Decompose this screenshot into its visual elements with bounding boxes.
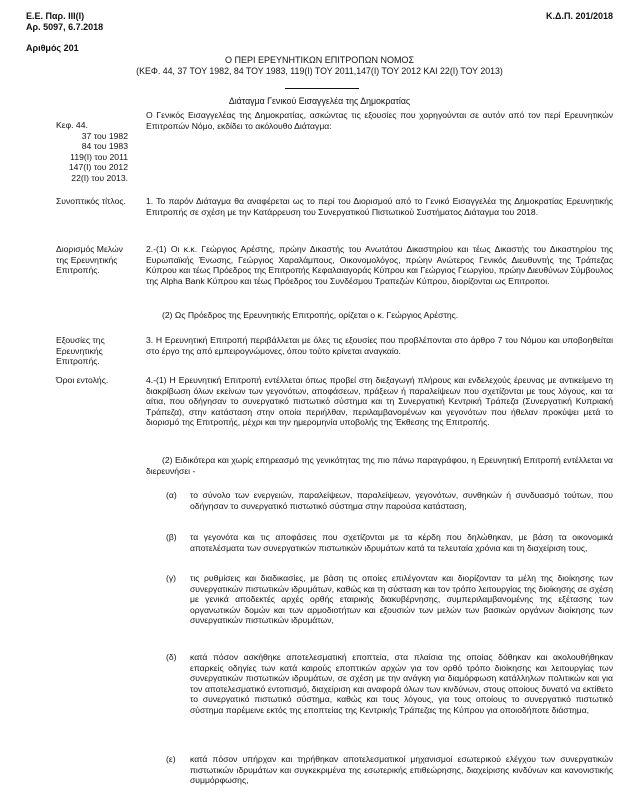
section-3-text: 3. Η Ερευνητική Επιτροπή περιβάλλεται με όλες τις εξουσίες που προβλέπονται στο άρθρο 7 του Νόμου και υποβοηθείται στο έργο της από εμπειρογνώμονες, όπου τούτο κρίνεται αναγκαίο. xyxy=(146,335,613,356)
law-title: Ο ΠΕΡΙ ΕΡΕΥΝΗΤΙΚΩΝ ΕΠΙΤΡΟΠΩΝ ΝΟΜΟΣ xyxy=(224,55,415,65)
section-2-paragraph-1: 2.-(1) Οι κ.κ. Γεώργιος Αρέστης, πρώην Δικαστής του Ανωτάτου Δικαστηρίου και τέως Δικαστής του Δικαστηρίου της Ευρωπαϊκής Ένωσης, Γεώργιος Χαραλάμπους, Οικονομολόγος, πρώην Ανώτερος Γενικός Διευθυντής της Τράπεζας Κύπρου και τέως Πρόεδρος της Επιτροπής Κεφαλαιαγοράς Κύπρου και Γεώργιος Γεωργίου, πρώην Διευθύνων Σύμβουλος της Alpha Bank Κύπρου και τέως Πρόεδρος του Συνδέσμου Τραπεζών Κύπρου, διορίζονται ως Επιτροποι. xyxy=(146,244,613,286)
item-text: τα γεγονότα και τις αποφάσεις που σχετίζονται με τα κέρδη που δηλώθηκαν, με βάση τα οικονομικά αποτελέσματα των συνεργατικών πιστωτικών ιδρυμάτων κατά τα τελευταία χρόνια και τη διαχείριση τους, xyxy=(190,532,613,553)
title-divider xyxy=(285,88,359,89)
margin-ref: 22(Ι) του 2013. xyxy=(71,172,128,183)
section-4-paragraph-2: (2) Ειδικότερα και χωρίς επηρεασμό της γενικότητας της πιο πάνω παραγράφου, η Ερευνητική Επιτροπή εντέλλεται να διερευνήσει - xyxy=(146,455,613,476)
margin-ref: 147(Ι) του 2012 xyxy=(68,162,128,173)
gazette-ref: Ε.Ε. Παρ. ΙΙΙ(Ι) xyxy=(26,11,85,21)
margin-terms: Όροι εντολής. xyxy=(56,375,109,385)
item-text: κατά πόσον υπήρχαν και τηρήθηκαν αποτελεσματικοί μηχανισμοί εσωτερικού ελέγχου των συνεργατικών πιστωτικών ιδρυμάτων και συγκεκριμένα της εσωτερικής επιθεώρησης, διαχείρισης κινδύνων και κανονιστικής συμμόρφωσης, xyxy=(190,754,613,786)
margin-short-title: Συνοπτικός τίτλος. xyxy=(56,196,126,206)
margin-ref: Κεφ. 44. xyxy=(56,120,88,130)
item-label: (ε) xyxy=(166,754,176,764)
item-text: κατά πόσον ασκήθηκε αποτελεσματική εποπτεία, στα πλαίσια της οποίας δόθηκαν και ακολουθήθηκαν επαρκείς οδηγίες των κατά καιρούς εποπτικών αρχών για τον ορθό τρόπο διοίκησης και λειτουργίας των συνεργατικών πιστωτικών ιδρυμάτων, σε σχέση με την ανάγκη για διαμόρφωση κατάλληλων πολιτικών και για τον αποτελεσματικό εντοπισμό, διαχείριση και αναφορά όλων των κινδύνων, στους οποίους δυνατό να εκτίθετο το συνεργατικό πιστωτικό σύστημα, καθώς και τους λόγους, για τους οποίους το συνεργατικό πιστωτικό σύστημα παρέμεινε εκτός της εποπτείας της Κεντρικής Τράπεζας της Κύπρου για οποιοδήποτε διάστημα, xyxy=(190,652,613,715)
decree-number: Αριθμός 201 xyxy=(26,43,79,53)
item-label: (γ) xyxy=(166,573,177,583)
kdp-ref: Κ.Δ.Π. 201/2018 xyxy=(545,11,613,21)
gazette-header xyxy=(26,11,103,33)
margin-ref: 84 του 1983 xyxy=(81,141,128,152)
decree-title: Διάταγμα Γενικού Εισαγγελέα της Δημοκρατίας xyxy=(228,96,411,106)
item-text: το σύνολο των ενεργειών, παραλείψεων, παραλείψεων, γεγονότων, συνθηκών ή συνδυασμό τούτων, που οδήγησαν το συνεργατικό πιστωτικό σύστημα στην παρούσα κατάσταση, xyxy=(190,490,613,511)
law-subtitle: (ΚΕΦ. 44, 37 ΤΟΥ 1982, 84 ΤΟΥ 1983, 119(Ι) ΤΟΥ 2011,147(Ι) ΤΟΥ 2012 ΚΑΙ 22(Ι) ΤΟΥ 2013) xyxy=(136,66,503,76)
item-text: τις ρυθμίσεις και διαδικασίες, με βάση τις οποίες επιλέγονταν και διορίζονταν τα μέλη της διοίκησης των συνεργατικών πιστωτικών ιδρυμάτων, καθώς και τη σύσταση και τον τρόπο λειτουργίας της διοίκησης σε σχέση με γενικά αποδεκτές αρχές ορθής εταιρικής διακυβέρνησης, συμπεριλαμβανομένης της εξέτασης των οργανωτικών δομών και των αρμοδιοτήτων και εξουσιών των μελών των βασικών οργάνων διοίκησης των συνεργατικών πιστωτικών ιδρυμάτων, xyxy=(190,573,613,626)
margin-ref: 37 του 1982 xyxy=(81,130,128,141)
margin-references xyxy=(56,120,128,184)
section-1-text: 1. Το παρόν Διάταγμα θα αναφέρεται ως το περί του Διορισμού από το Γενικό Εισαγγελέα της Δημοκρατίας Ερευνητικής Επιτροπής σε σχέση με την Κατάρρευση του Συνεργατικού Πιστωτικού Συστήματος Διάταγμα του 2018. xyxy=(146,196,613,217)
section-4-paragraph-1: 4.-(1) Η Ερευνητική Επιτροπή εντέλλεται όπως προβεί στη διεξαγωγή πλήρους και ενδελεχούς έρευνας με αντικείμενο τη διακρίβωση όλων εκείνων των γεγονότων, αποφάσεων, πράξεων ή παραλείψεων που σχετίζονται με τους λόγους, και τα αίτια, που οδήγησαν το συνεργατικό πιστωτικό σύστημα και τη Συνεργατική Κεντρική Τράπεζα (Συνεργατική Κυπριακή Τράπεζα), στην κατάσταση στην οποία περιήλθαν, περιλαμβανομένων και γεγονότων που ήθελαν προκύψει μετά το διορισμό της Επιτροπής, μέχρι και την ημερομηνία υποβολής της Έκθεσης της Επιτροπής. xyxy=(146,375,613,428)
margin-powers: Εξουσίες της Ερευνητικής Επιτροπής. xyxy=(56,335,105,367)
preamble: Ο Γενικός Εισαγγελέας της Δημοκρατίας, ασκώντας τις εξουσίες που χορηγούνται σε αυτόν από τον περί Ερευνητικών Επιτροπών Νόμο, εκδίδει το ακόλουθο Διάταγμα: xyxy=(146,110,613,131)
item-label: (δ) xyxy=(166,652,177,662)
margin-ref: 119(Ι) του 2011 xyxy=(70,151,128,162)
margin-appointment: Διορισμός Μελών της Ερευνητικής Επιτροπής. xyxy=(56,244,123,276)
item-label: (β) xyxy=(166,532,177,542)
section-2-paragraph-2: (2) Ως Πρόεδρος της Ερευνητικής Επιτροπής, ορίζεται ο κ. Γεώργιος Αρέστης. xyxy=(162,310,459,320)
gazette-issue: Αρ. 5097, 6.7.2018 xyxy=(26,22,104,33)
item-label: (α) xyxy=(166,490,177,500)
